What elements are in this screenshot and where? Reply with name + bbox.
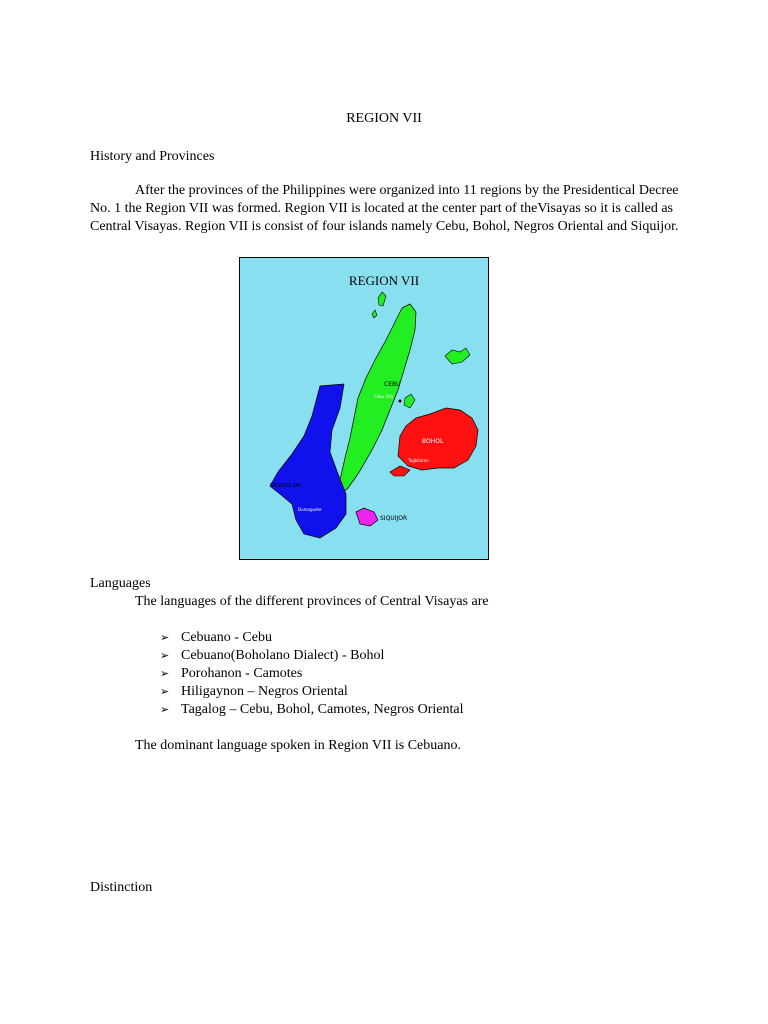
label-cebu-city: Cebu City (374, 394, 394, 399)
cebu-city-marker (399, 400, 402, 403)
dominant-language-paragraph: The dominant language spoken in Region VII is Cebuano. (135, 738, 461, 753)
distinction-heading: Distinction (90, 880, 153, 895)
map-title: REGION VII (348, 273, 420, 288)
arrow-bullet-icon: ➢ (160, 667, 170, 680)
arrow-bullet-icon: ➢ (160, 649, 170, 662)
list-item: ➢ Cebuano - Cebu (160, 630, 272, 645)
languages-heading: Languages (90, 576, 151, 591)
arrow-bullet-icon: ➢ (160, 703, 170, 716)
list-item: ➢ Hiligaynon – Negros Oriental (160, 684, 348, 699)
label-bohol: BOHOL (422, 438, 444, 445)
label-tagbilaran: Tagbilaran (408, 458, 429, 463)
label-dumaguete: Dumaguete (298, 507, 322, 512)
document-title: REGION VII (346, 111, 422, 126)
arrow-bullet-icon: ➢ (160, 631, 170, 644)
label-siquijor: SIQUIJOR (380, 515, 408, 522)
languages-intro: The languages of the different provinces of Central Visayas are (135, 594, 489, 609)
list-item: ➢ Cebuano(Boholano Dialect) - Bohol (160, 648, 385, 663)
arrow-bullet-icon: ➢ (160, 685, 170, 698)
label-cebu: CEBU (384, 381, 401, 388)
region-map-svg (240, 258, 488, 559)
list-item: ➢ Tagalog – Cebu, Bohol, Camotes, Negros Oriental (160, 702, 464, 717)
label-negros: NEGROS OR. (270, 483, 302, 489)
region-map (239, 257, 489, 560)
language-list (160, 629, 463, 719)
history-heading: History and Provinces (90, 149, 215, 164)
history-paragraph: After the provinces of the Philippines were organized into 11 regions by the Presidentical Decree No. 1 the Region VII was formed. Region VII is located at the center part of theVisayas so it is called as Central Visayas. Region VII is consist of four islands namely Cebu, Bohol, Negros Oriental and Siquijor. (90, 183, 679, 234)
list-item: ➢ Porohanon - Camotes (160, 666, 303, 681)
